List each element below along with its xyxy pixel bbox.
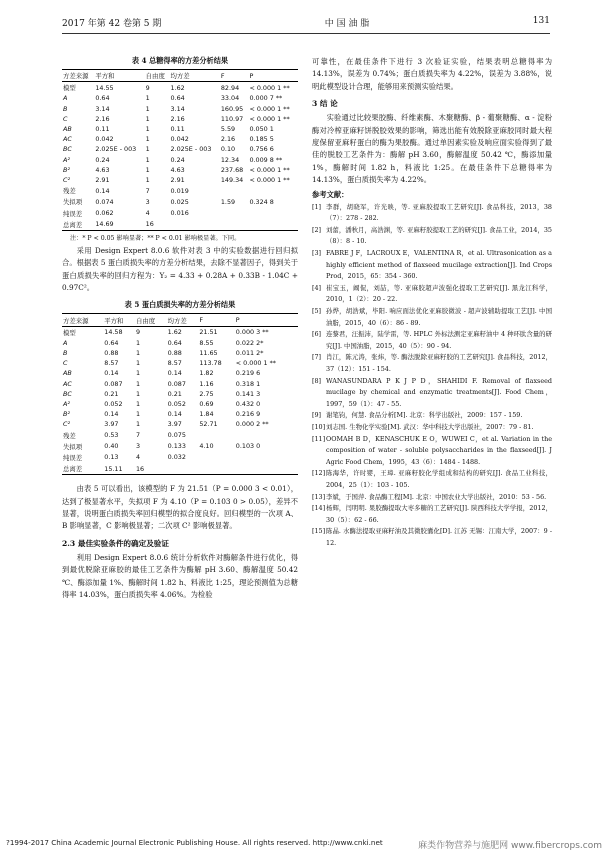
table-row: [62, 207, 298, 218]
table-cell: 1.84: [199, 410, 214, 419]
table-cell: AB: [63, 125, 72, 134]
table-cell: 0.000 3 **: [235, 328, 269, 337]
reference-number: [14]: [312, 504, 326, 513]
table-cell: 1: [145, 104, 150, 113]
reference-number: [8]: [312, 376, 322, 385]
table-row: [62, 419, 298, 429]
table-cell: 0.14: [167, 410, 182, 419]
paragraph-optimization: 利用 Design Expert 8.0.6 统计分析软件对酶解条件进行优化，得到最优脱除亚麻胶的最佳工艺条件为酶解 pH 3.60、酶解温度 50.42 ℃、酶添加量 1%、酶解时间 1.82 h、料液比 1:25，理论预测值为总糖得率 14.03%，蛋白质损失率 4.06%。为检验: [62, 552, 298, 600]
table-cell: 15.11: [104, 464, 123, 473]
reference-number: [6]: [312, 330, 322, 339]
table-cell: 1: [145, 175, 150, 184]
table5: [62, 313, 298, 475]
table-cell: B: [63, 104, 68, 113]
reference-text: 李群，胡晓军，许光映，等. 亚麻胶提取工艺研究[J]. 食品科技，2013，38（7）：278 - 282.: [326, 202, 552, 223]
table-cell: 1: [145, 94, 150, 103]
table4-note: 注：* P < 0.05 影响显著；** P < 0.01 影响极显著。下同。: [70, 234, 241, 242]
table-cell: [235, 452, 298, 463]
table-row: [62, 348, 298, 358]
table-row: [62, 368, 298, 378]
reference-text: OOMAH B D，KENASCHUK E O，WUWEI C，et al. Variation in the composition of water - soluble polysaccharides in the flaxseed[J]. J Agric Food Chem，1995，43（6）：1484 - 1488.: [326, 434, 552, 466]
table-cell: 4.63: [95, 165, 110, 174]
table-cell: 1.82: [199, 369, 214, 378]
table-cell: 1: [135, 420, 141, 429]
reference-number: [12]: [312, 469, 326, 478]
table-row: [62, 185, 298, 196]
table-cell: 1: [135, 389, 141, 398]
table-cell: 9: [145, 83, 150, 92]
watermark: 麻类作物营养与施肥网 www.fibercrops.com: [418, 841, 602, 851]
table-cell: [248, 219, 298, 231]
reference-item: [312, 329, 552, 352]
table-cell: 1: [145, 165, 150, 174]
table-cell: 0.019: [170, 186, 189, 195]
table-cell: A²: [63, 155, 70, 164]
reference-item: [312, 283, 552, 306]
references-list: [312, 202, 552, 550]
table-cell: 3.97: [104, 420, 119, 429]
table-cell: 1: [135, 359, 141, 368]
table-cell: 0.64: [104, 338, 119, 347]
reference-number: [10]: [312, 422, 326, 431]
table-cell: 0.10: [220, 145, 236, 154]
table-cell: 110.97: [220, 114, 244, 123]
reference-number: [4]: [312, 283, 322, 292]
table-cell: 0.133: [167, 442, 186, 451]
table-cell: BC: [63, 389, 72, 398]
table-cell: 21.51: [199, 328, 218, 337]
table-cell: 0.016: [170, 209, 189, 218]
table-cell: 0.64: [170, 94, 185, 103]
table-cell: 总离差: [63, 465, 83, 474]
right-column: [312, 56, 552, 549]
table4-caption: 表 4 总糖得率的方差分析结果: [131, 56, 229, 65]
table-row: [62, 379, 298, 389]
table-cell: 0.324 8: [249, 197, 274, 206]
reference-number: [7]: [312, 353, 322, 362]
table-cell: 0.24: [170, 155, 185, 164]
reference-item: [312, 492, 552, 504]
reference-number: [11]: [312, 434, 326, 443]
section-2-3-heading: 2.3 最佳实验条件的确定及验证: [62, 538, 169, 548]
table-cell: 52.71: [199, 420, 218, 429]
table-cell: 1: [135, 410, 141, 419]
table-cell: 0.052: [104, 400, 123, 409]
table-cell: 模型: [63, 84, 76, 93]
table-cell: 8.57: [104, 359, 119, 368]
table-cell: B²: [63, 165, 70, 174]
table-cell: 1: [135, 338, 141, 347]
table-row: [62, 155, 298, 165]
table-cell: 0.219 6: [235, 369, 261, 378]
table-cell: C: [63, 114, 68, 123]
table-cell: 2.75: [199, 389, 214, 398]
table-cell: 9: [135, 328, 141, 337]
table5-col-header: 均方差: [167, 316, 187, 325]
table-cell: 16: [145, 220, 154, 229]
table-cell: AC: [63, 379, 72, 388]
table-cell: 16: [135, 464, 145, 473]
table-cell: 82.94: [220, 83, 240, 92]
table-cell: 0.756 6: [249, 145, 274, 154]
table-row: [62, 165, 298, 175]
reference-text: 肖江，陈元涛，张炜，等. 酶法脱除亚麻籽胶的工艺研究[J]. 食品科技，2012，37（12）：151 - 154.: [326, 353, 552, 373]
table-cell: [220, 185, 249, 196]
table5-body: [62, 326, 298, 475]
reference-item: [312, 503, 552, 526]
table5-caption: 表 5 蛋白质损失率的方差分析结果: [124, 300, 236, 310]
reference-item: [312, 306, 552, 329]
table4-col-header: 平方和: [95, 72, 115, 81]
table-cell: 0.185 5: [249, 135, 274, 144]
table-cell: 7: [135, 431, 141, 440]
table-row: [62, 114, 298, 124]
reference-item: [312, 202, 552, 225]
table-cell: 1: [145, 155, 150, 164]
table4-col-header: F: [220, 71, 225, 80]
table-cell: 237.68: [220, 165, 244, 174]
table-cell: [235, 463, 298, 475]
table5-col-header: 平方和: [104, 316, 124, 325]
table-cell: C²: [63, 175, 71, 184]
table5-col-header: 自由度: [135, 316, 156, 325]
table-cell: 3.97: [167, 420, 182, 429]
table-cell: [235, 430, 298, 441]
table-cell: 2.16: [170, 114, 185, 123]
table-cell: 0.64: [167, 338, 182, 347]
table-cell: 0.14: [167, 369, 182, 378]
table5-col-header: 方差来源: [63, 316, 89, 325]
table-cell: 模型: [63, 328, 76, 337]
table-row: [62, 452, 298, 463]
reference-text: 陈晶. 水酶法提取亚麻籽油及其微胶囊化[D]. 江苏 无锡：江南大学，2007：9 - 12.: [326, 527, 552, 547]
table-row: [62, 124, 298, 134]
table-row: [62, 82, 298, 94]
table-cell: 0.69: [199, 400, 214, 409]
table-cell: < 0.000 1 **: [249, 83, 290, 92]
table-cell: 1: [135, 400, 141, 409]
table-cell: < 0.000 1 **: [249, 175, 290, 184]
table-cell: BC: [63, 145, 72, 154]
paragraph-regression: 采用 Design Expert 8.0.6 软件对表 3 中的实验数据进行回归拟合。根据表 5 蛋白质损失率的方差分析结果，去除不显著因子，得到关于蛋白质损失率的回归方程为：Y₂ = 4.33 + 0.28A + 0.33B - 1.04C + 0.97C²。: [62, 245, 298, 293]
table-cell: AB: [63, 369, 72, 378]
table-cell: 1.62: [170, 83, 185, 92]
table-cell: 2.91: [95, 175, 110, 184]
table-row: [62, 196, 298, 207]
table-row: [62, 326, 298, 338]
reference-number: [3]: [312, 249, 322, 258]
reference-text: 陈海华，许时婴，王璋. 亚麻籽胶化学组成和结构的研究[J]. 食品工业科技，2004，25（1）：103 - 105.: [326, 469, 552, 489]
table-cell: 纯误差: [63, 209, 83, 218]
table-cell: 0.53: [104, 431, 119, 440]
table-cell: 4.63: [170, 165, 185, 174]
table-cell: [167, 463, 199, 475]
table-cell: 4: [145, 209, 150, 218]
table4: [62, 69, 298, 231]
table-cell: 0.087: [104, 379, 123, 388]
reference-text: WANASUNDARA P K J P D，SHAHIDI F. Removal of flaxseed mucilage by chemical and enzymatic treatments[J]. Food Chem，1997，59（1）：47 - 55.: [326, 376, 552, 408]
table-cell: 8.57: [167, 359, 182, 368]
table-cell: 0.88: [104, 349, 119, 358]
table-cell: [248, 185, 298, 196]
reference-number: [15]: [312, 527, 326, 536]
reference-text: 刘蕾，潘秋月，高浩渊，等. 亚麻籽胶提取工艺的研究[J]. 食品工业，2014，35（8）：8 - 10.: [326, 225, 552, 246]
table-row: [62, 219, 298, 231]
page-number: 131: [532, 16, 550, 26]
table-cell: 0.032: [167, 453, 186, 462]
table-cell: 1: [145, 125, 150, 134]
table-cell: 0.88: [167, 349, 182, 358]
table-cell: 0.11: [170, 125, 185, 134]
table-row: [62, 93, 298, 103]
table-cell: 0.042: [95, 135, 114, 144]
table-cell: [198, 452, 234, 463]
table-cell: 14.69: [95, 220, 114, 229]
table-cell: 14.58: [104, 328, 123, 337]
table-cell: [198, 463, 234, 475]
reference-text: 杨辉，闫明明. 果胶酶提取大枣多糖的工艺研究[J]. 陕西科技大学学报，2012，30（5）：62 - 66.: [326, 504, 552, 524]
table4-header: [62, 70, 298, 82]
reference-text: 崔宝玉，阚侃，刘喆，等. 亚麻胶超声波强化提取工艺研究[J]. 黑龙江科学，2010，1（2）：20 - 22.: [326, 283, 552, 304]
table-cell: B: [63, 349, 68, 358]
table-row: [62, 338, 298, 348]
reference-number: [13]: [312, 492, 326, 501]
table-cell: 0.21: [167, 389, 182, 398]
table-cell: 0.141 3: [235, 389, 261, 398]
reference-text: FABRE J F，LACROUX E，VALENTINA R，et al. Ultrasonication as a highly efficient method of flaxseed mucilage extraction[J]. Ind Crops Prod，2015，65：354 - 360.: [326, 249, 552, 281]
table-cell: 1: [135, 369, 141, 378]
table-cell: 0.000 2 **: [235, 420, 269, 429]
table-cell: 失拟项: [63, 198, 83, 207]
table-row: [62, 441, 298, 452]
table-cell: A: [63, 94, 68, 103]
reference-text: 谢笔钧，何慧. 食品分析[M]. 北京：科学出版社，2009：157 - 159.: [326, 411, 523, 420]
table-cell: 1: [145, 135, 150, 144]
table-row: [62, 144, 298, 154]
reference-item: [312, 468, 552, 491]
table-cell: < 0.000 1 **: [249, 104, 290, 113]
table-cell: 1.16: [199, 379, 214, 388]
table-cell: 0.022 2*: [235, 338, 264, 347]
table-cell: 0.40: [104, 442, 119, 451]
paragraph-conclusion: 实验通过比较果胶酶、纤维素酶、木聚糖酶、β - 葡聚糖酶、α - 淀粉酶对冷榨亚麻籽饼脱胶效果的影响，筛选出能有效脱除亚麻胶同时最大程度保留亚麻籽蛋白的酶为果胶酶。通过单因素实验及响应面实验得到了最佳的脱胶工艺条件为：酶解 pH 3.60，酶解温度 50.42 ℃，酶添加量 1%，酶解时间 1.82 h，料液比 1:25。在最佳条件下总糖得率为 14.13%，蛋白质损失率为 4.22%。: [312, 113, 552, 185]
table-cell: 0.025: [170, 197, 189, 206]
table-cell: 0.042: [170, 135, 189, 144]
table-row: [62, 134, 298, 144]
reference-item: [312, 248, 552, 283]
table-cell: C²: [63, 420, 71, 429]
table4-col-header: 均方差: [170, 72, 190, 81]
table-cell: 3: [135, 442, 141, 451]
table-cell: 0.087: [167, 379, 186, 388]
table-row: [62, 430, 298, 441]
table-cell: 0.318 1: [235, 379, 261, 388]
table-cell: 8.55: [199, 338, 214, 347]
table-cell: 2.16: [95, 114, 110, 123]
table-cell: 12.34: [220, 155, 240, 164]
table-row: [62, 175, 298, 185]
table4-body: [62, 82, 298, 231]
table-row: [62, 358, 298, 368]
table-cell: 总离差: [63, 220, 83, 229]
table-cell: 0.216 9: [235, 410, 261, 419]
reference-item: [312, 225, 552, 248]
table-cell: 14.55: [95, 83, 114, 92]
table-cell: 2.91: [170, 175, 185, 184]
table-cell: 2.025E - 003: [170, 145, 212, 154]
paragraph-analysis: 由表 5 可以看出，该模型的 F 为 21.51（P = 0.000 3 < 0.01），达到了极显著水平，失拟项 F 为 4.10（P = 0.103 0 > 0.05），差异不显著，说明蛋白质损失率回归模型的拟合度良好。回归模型的一次项 A、B 影响显著，C 影响极显著；二次项 C² 影响极显著。: [62, 484, 298, 531]
table4-col-header: P: [249, 71, 254, 80]
table-cell: 5.59: [220, 125, 236, 134]
reference-number: [9]: [312, 411, 322, 420]
table-cell: 1.62: [167, 328, 182, 337]
reference-number: [5]: [312, 307, 322, 315]
table-cell: 0.009 8 **: [249, 155, 283, 164]
page-header: [62, 16, 550, 34]
table-cell: 2.025E - 003: [95, 145, 137, 154]
reference-number: [1]: [312, 202, 322, 211]
section-3-heading: 3 结 论: [312, 99, 338, 109]
table-cell: 3: [145, 197, 150, 206]
table-cell: 1.59: [220, 197, 236, 206]
reference-text: 刘志国. 生物化学实验[M]. 武汉：华中科技大学出版社，2007：79 - 81.: [326, 422, 534, 431]
reference-item: [312, 526, 552, 549]
table-row: [62, 104, 298, 114]
journal-name: 中 国 油 脂: [324, 19, 370, 29]
table-row: [62, 463, 298, 475]
table-cell: 纯误差: [63, 453, 83, 462]
table-cell: 7: [145, 186, 150, 195]
table-cell: 1: [145, 145, 150, 154]
table-cell: 33.04: [220, 94, 240, 103]
table-cell: 0.050 1: [249, 125, 274, 134]
reference-item: [312, 352, 552, 375]
table-cell: 1: [135, 379, 141, 388]
table-cell: 0.432 0: [235, 400, 261, 409]
table-cell: 149.34: [220, 175, 244, 184]
table-cell: 0.14: [104, 369, 119, 378]
table-cell: 0.14: [104, 410, 119, 419]
reference-text: 孙烨，胡浩斌，毕阳. 响应面法优化亚麻胶微波 - 超声波辅助提取工艺[J]. 中国油脂，2015，40（6）：86 - 89.: [326, 307, 552, 327]
table-cell: 失拟项: [63, 442, 83, 451]
left-column: [62, 56, 298, 602]
table-cell: [170, 219, 220, 231]
table-cell: 4.10: [199, 442, 214, 451]
table-cell: 0.103 0: [235, 442, 261, 451]
table-cell: [248, 207, 298, 218]
reference-item: [312, 410, 552, 422]
references-heading: 参考文献：: [312, 189, 349, 199]
reference-text: 连黎君，汪振沛，陆学雷，等. HPLC 外标法测定亚麻籽油中 4 种环肽含量的研究[J]. 中国油脂，2015，40（5）：90 - 94.: [326, 330, 552, 350]
paragraph-validation: 可靠性，在最佳条件下进行 3 次验证实验，结果表明总糖得率为 14.13%，误差为 0.74%；蛋白质损失率为 4.22%，误差为 3.88%，说明此模型设计合理，能够用来预测实验结果。: [312, 57, 552, 91]
table5-col-header: F: [199, 316, 203, 325]
table-cell: B²: [63, 410, 70, 419]
table-cell: 11.65: [199, 349, 218, 358]
table-cell: [220, 207, 249, 218]
table5-header: [62, 314, 298, 326]
table-row: [62, 409, 298, 419]
table-cell: 残差: [63, 187, 76, 196]
table-cell: 0.000 7 **: [249, 94, 283, 103]
table-cell: 160.95: [220, 104, 244, 113]
table-cell: 0.64: [95, 94, 110, 103]
reference-item: [312, 422, 552, 434]
reference-item: [312, 376, 552, 411]
table-cell: 2.16: [220, 135, 236, 144]
table-cell: AC: [63, 135, 72, 144]
table-row: [62, 389, 298, 399]
table-cell: 1: [145, 114, 150, 123]
reference-item: [312, 434, 552, 469]
table-cell: 113.78: [199, 359, 222, 368]
table-cell: 0.11: [95, 125, 110, 134]
table-cell: < 0.000 1 **: [235, 359, 276, 368]
table-row: [62, 399, 298, 409]
table-cell: 0.075: [167, 431, 186, 440]
table-cell: 0.062: [95, 209, 114, 218]
table-cell: A²: [63, 400, 70, 409]
table-cell: C: [63, 359, 68, 368]
table-cell: [198, 430, 234, 441]
reference-text: 李斌，于国萍. 食品酶工程[M]. 北京：中国农业大学出版社，2010：53 - 56.: [326, 492, 547, 501]
copyright-footer: ?1994-2017 China Academic Journal Electronic Publishing House. All rights reserved. http://www.cnki.net: [6, 838, 383, 847]
table-cell: < 0.000 1 **: [249, 114, 290, 123]
table-cell: 0.052: [167, 400, 186, 409]
journal-issue: 2017 年第 42 卷第 5 期: [62, 19, 162, 29]
table-cell: 0.074: [95, 197, 114, 206]
table-cell: < 0.000 1 **: [249, 165, 290, 174]
table5-col-header: P: [235, 316, 240, 325]
table-cell: 0.21: [104, 389, 119, 398]
table-cell: 0.14: [95, 186, 110, 195]
table-cell: [220, 219, 249, 231]
table-cell: 3.14: [170, 104, 185, 113]
table-cell: 1: [135, 349, 141, 358]
table4-col-header: 方差来源: [63, 72, 89, 81]
table-cell: 0.24: [95, 155, 110, 164]
table-cell: 4: [135, 453, 141, 462]
table-cell: A: [63, 338, 68, 347]
table-cell: 3.14: [95, 104, 110, 113]
reference-number: [2]: [312, 225, 322, 234]
table-cell: 0.13: [104, 453, 119, 462]
table4-col-header: 自由度: [145, 72, 165, 81]
table-cell: 残差: [63, 431, 76, 440]
table-cell: 0.011 2*: [235, 349, 264, 358]
